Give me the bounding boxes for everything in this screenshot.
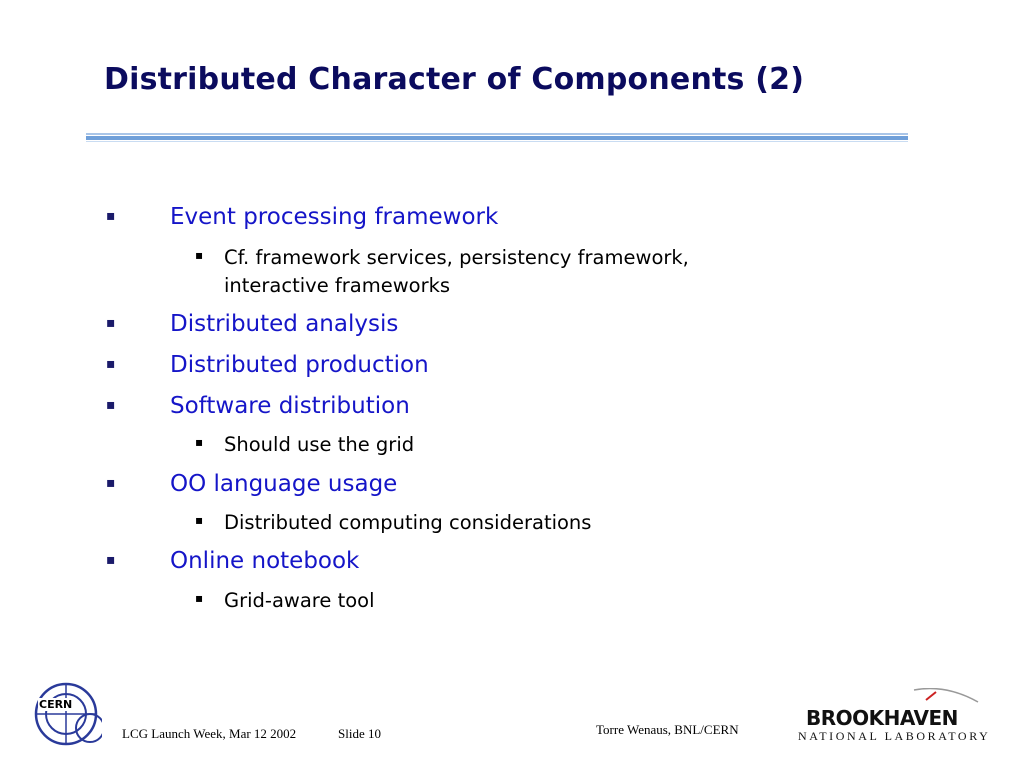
sub-bullet-marker: ▪ [195, 513, 204, 527]
bullet-text: Event processing framework [170, 204, 499, 230]
sub-bullet-text: interactive frameworks [224, 274, 451, 297]
slide-title: Distributed Character of Components (2) [104, 62, 805, 97]
brookhaven-logo-text: BROOKHAVEN [806, 706, 958, 730]
sub-bullet-marker: ▪ [195, 248, 204, 262]
cern-logo-text: CERN [39, 698, 73, 711]
bullet-text: OO language usage [170, 471, 398, 497]
footer-author: Torre Wenaus, BNL/CERN [596, 722, 739, 737]
bullet-marker: ▪ [106, 475, 116, 491]
bullet-marker: ▪ [106, 552, 116, 568]
footer-event: LCG Launch Week, Mar 12 2002 [122, 726, 297, 741]
footer-slide-number: Slide 10 [338, 726, 381, 741]
brookhaven-logo-subtext: NATIONAL LABORATORY [798, 729, 991, 743]
sub-bullet-marker: ▪ [195, 591, 204, 605]
bullet-marker: ▪ [106, 315, 116, 331]
sub-bullet-text: Cf. framework services, persistency framework, [224, 246, 689, 269]
sub-bullet-text: Grid-aware tool [224, 589, 375, 612]
sub-bullet-text: Distributed computing considerations [224, 511, 592, 534]
bullet-text: Distributed production [170, 352, 429, 378]
cern-logo-icon [30, 678, 102, 750]
bullet-marker: ▪ [106, 397, 116, 413]
bullet-marker: ▪ [106, 208, 116, 224]
bullet-text: Distributed analysis [170, 311, 399, 337]
sub-bullet-text: Should use the grid [224, 433, 415, 456]
bullet-marker: ▪ [106, 356, 116, 372]
sub-bullet-marker: ▪ [195, 435, 204, 449]
bullet-text: Software distribution [170, 393, 410, 419]
bullet-text: Online notebook [170, 548, 360, 574]
